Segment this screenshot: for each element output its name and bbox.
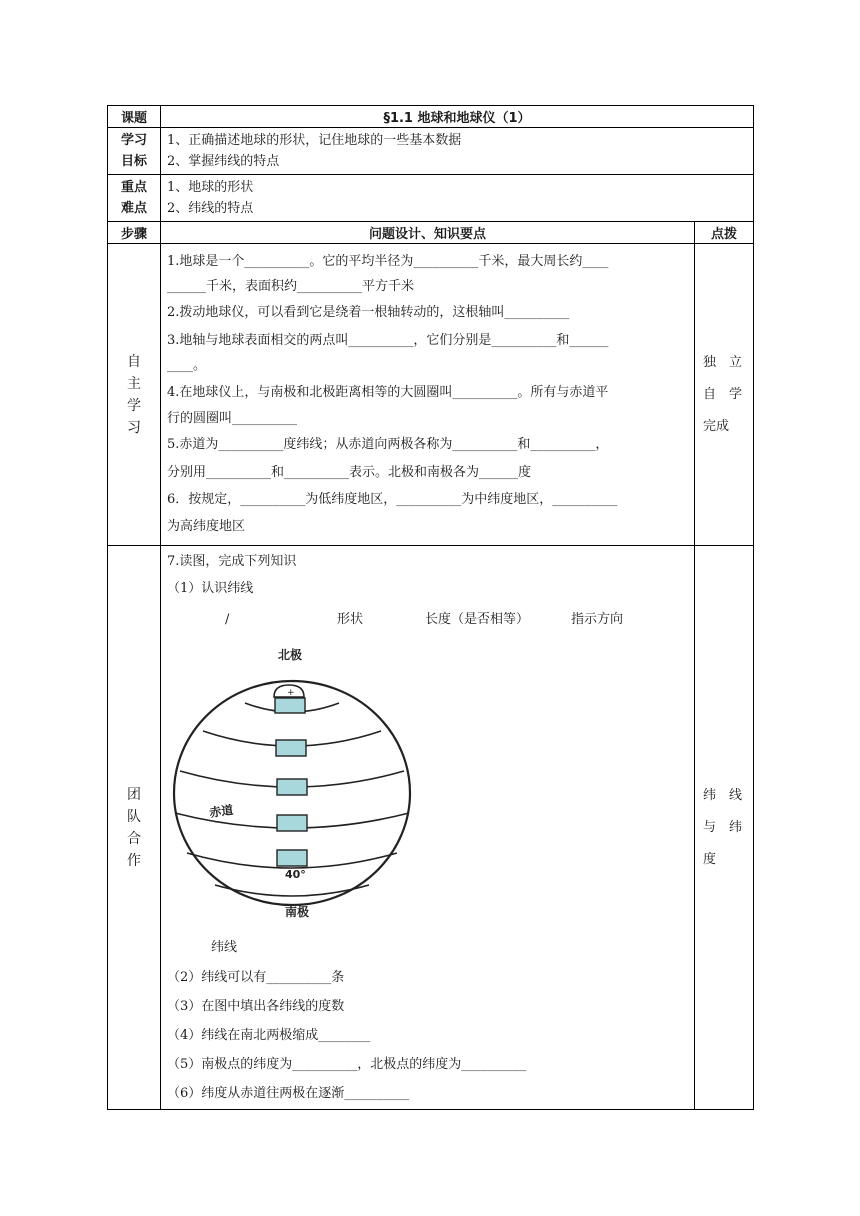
topic-label: 课题 [108, 106, 161, 128]
head-direction: 指示方向 [571, 612, 624, 627]
latitude-figure [167, 633, 687, 933]
lesson-plan-table [107, 105, 754, 1110]
head-slash: / [225, 612, 230, 627]
self-study-label: 自 主 学 习 [108, 244, 161, 546]
question-line: 行的圆圈叫__________ [167, 411, 298, 426]
question-line: ______千米，表面积约__________平方千米 [167, 279, 415, 294]
team-item: （6）纬度从赤道往两极在逐渐__________ [167, 1086, 410, 1101]
question-line: 3.地轴与地球表面相交的两点叫__________，它们分别是__________和______ [167, 333, 609, 348]
keypoints-row [108, 175, 754, 222]
team-item: （3）在图中填出各纬线的度数 [167, 999, 345, 1014]
topic-title: §1.1 地球和地球仪（1） [161, 106, 754, 128]
question-line: 4.在地球仪上，与南极和北极距离相等的大圆圈叫__________。所有与赤道平 [167, 385, 609, 400]
latitude-box [277, 779, 307, 795]
keypoints-list [161, 175, 754, 222]
team-label: 团 队 合 作 [108, 546, 161, 1110]
team-item: （5）南极点的纬度为__________，北极点的纬度为__________ [167, 1057, 527, 1072]
team-tip: 纬 线 与 纬 度 [695, 546, 754, 1110]
goal-item: 1、正确描述地球的形状，记住地球的一些基本数据 [167, 133, 462, 148]
goals-row [108, 128, 754, 175]
latitude-table-head [167, 607, 688, 633]
south-pole-label: 南极 [285, 905, 310, 919]
head-length: 长度（是否相等） [425, 612, 530, 627]
question-line: 为高纬度地区 [167, 519, 246, 534]
keypoint-item: 1、地球的形状 [167, 180, 254, 195]
question-line: 分别用__________和__________表示。北极和南极各为______度 [167, 465, 532, 480]
self-study-row [108, 244, 754, 546]
latitude-box [277, 850, 307, 866]
question-line: 2.拨动地球仪，可以看到它是绕着一根轴转动的，这根轴叫__________ [167, 305, 570, 320]
team-sub1: （1）认识纬线 [167, 581, 254, 596]
equator-label: 赤道 [208, 802, 235, 820]
column-header-row [108, 222, 754, 244]
question-line: 6．按规定，__________为低纬度地区，__________为中纬度地区，__________ [167, 492, 618, 507]
head-shape: 形状 [337, 612, 364, 627]
latitude-box [277, 815, 307, 831]
figure-caption: 纬线 [211, 940, 238, 955]
self-study-tip: 独 立 自 学 完成 [695, 244, 754, 546]
content-header: 问题设计、知识要点 [161, 222, 695, 244]
goals-list [161, 128, 754, 175]
globe-diagram [167, 633, 687, 933]
team-intro: 7.读图，完成下列知识 [167, 554, 297, 569]
keypoints-label: 重点 难点 [108, 175, 161, 222]
tip-header: 点拨 [695, 222, 754, 244]
latitude-40-label: 40° [285, 868, 306, 881]
question-line: 1.地球是一个__________。它的平均半径为__________千米，最大周长约____ [167, 254, 609, 269]
step-header: 步骤 [108, 222, 161, 244]
team-questions [161, 546, 695, 1110]
goal-item: 2、掌握纬线的特点 [167, 154, 280, 169]
team-item: （4）纬线在南北两极缩成________ [167, 1028, 371, 1043]
latitude-box [276, 740, 306, 756]
latitude-line [215, 885, 369, 896]
pole-star: + [287, 688, 295, 698]
team-item: （2）纬线可以有__________条 [167, 970, 345, 985]
self-study-questions [161, 244, 695, 546]
question-line: 5.赤道为__________度纬线；从赤道向两极各称为__________和__________， [167, 437, 609, 452]
team-row [108, 546, 754, 1110]
question-line: ____。 [167, 358, 207, 373]
topic-row [108, 106, 754, 128]
keypoint-item: 2、纬线的特点 [167, 201, 254, 216]
goals-label: 学习 目标 [108, 128, 161, 175]
latitude-box [275, 698, 305, 713]
north-pole-label: 北极 [278, 648, 303, 662]
